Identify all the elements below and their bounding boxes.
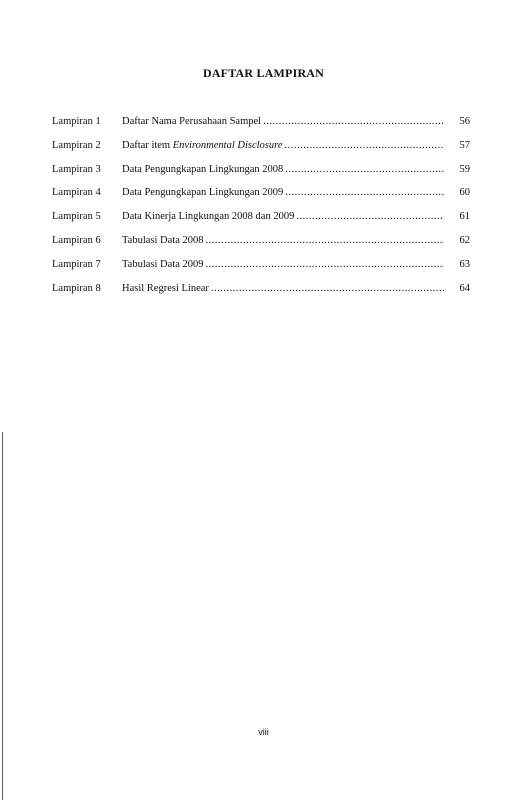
dot-leader — [263, 115, 444, 129]
entry-page-number: 60 — [459, 187, 470, 199]
entry-label: Lampiran 4 — [52, 187, 101, 199]
appendix-entry — [52, 163, 470, 187]
appendix-entry — [52, 139, 470, 163]
dot-leader — [284, 139, 444, 153]
dot-leader — [296, 210, 444, 224]
dot-leader — [285, 186, 444, 200]
entry-label: Lampiran 6 — [52, 234, 101, 246]
entry-label: Lampiran 7 — [52, 258, 101, 270]
appendix-list — [52, 115, 470, 305]
entry-label: Lampiran 1 — [52, 116, 101, 127]
footer-page-number: viii — [258, 727, 269, 737]
entry-title: Daftar Nama Perusahaan Sampel — [122, 116, 262, 127]
entry-label: Lampiran 2 — [52, 139, 101, 151]
dot-leader — [206, 234, 445, 248]
entry-title: Daftar item — [122, 139, 173, 151]
entry-title-italic: Environmental Disclosure — [172, 139, 283, 151]
appendix-entry — [52, 210, 470, 234]
entry-title: Data Kinerja Lingkungan 2008 dan 2009 — [122, 211, 295, 223]
appendix-entry — [52, 234, 470, 258]
entry-page-number: 61 — [459, 211, 470, 223]
entry-page-number: 64 — [459, 282, 470, 294]
page-title: DAFTAR LAMPIRAN — [202, 66, 325, 80]
appendix-entry — [52, 258, 470, 282]
appendix-entry — [52, 282, 470, 306]
entry-page-number: 62 — [459, 234, 470, 246]
entry-title: Data Pengungkapan Lingkungan 2008 — [122, 163, 284, 175]
entry-title: Hasil Regresi Linear — [122, 282, 209, 294]
dot-leader — [206, 258, 445, 272]
entry-page-number: 63 — [459, 258, 470, 270]
entry-page-number: 56 — [459, 116, 470, 127]
entry-page-number: 57 — [459, 139, 470, 151]
entry-label: Lampiran 3 — [52, 163, 101, 175]
dot-leader — [285, 163, 444, 177]
entry-title: Tabulasi Data 2008 — [122, 234, 204, 246]
appendix-entry — [52, 186, 470, 210]
dot-leader — [211, 282, 444, 296]
appendix-entry — [52, 115, 470, 139]
entry-label: Lampiran 8 — [52, 282, 101, 294]
entry-title: Tabulasi Data 2009 — [122, 258, 204, 270]
entry-label: Lampiran 5 — [52, 211, 101, 223]
entry-title: Data Pengungkapan Lingkungan 2009 — [122, 187, 284, 199]
entry-page-number: 59 — [459, 163, 470, 175]
scan-edge-line — [2, 432, 3, 800]
